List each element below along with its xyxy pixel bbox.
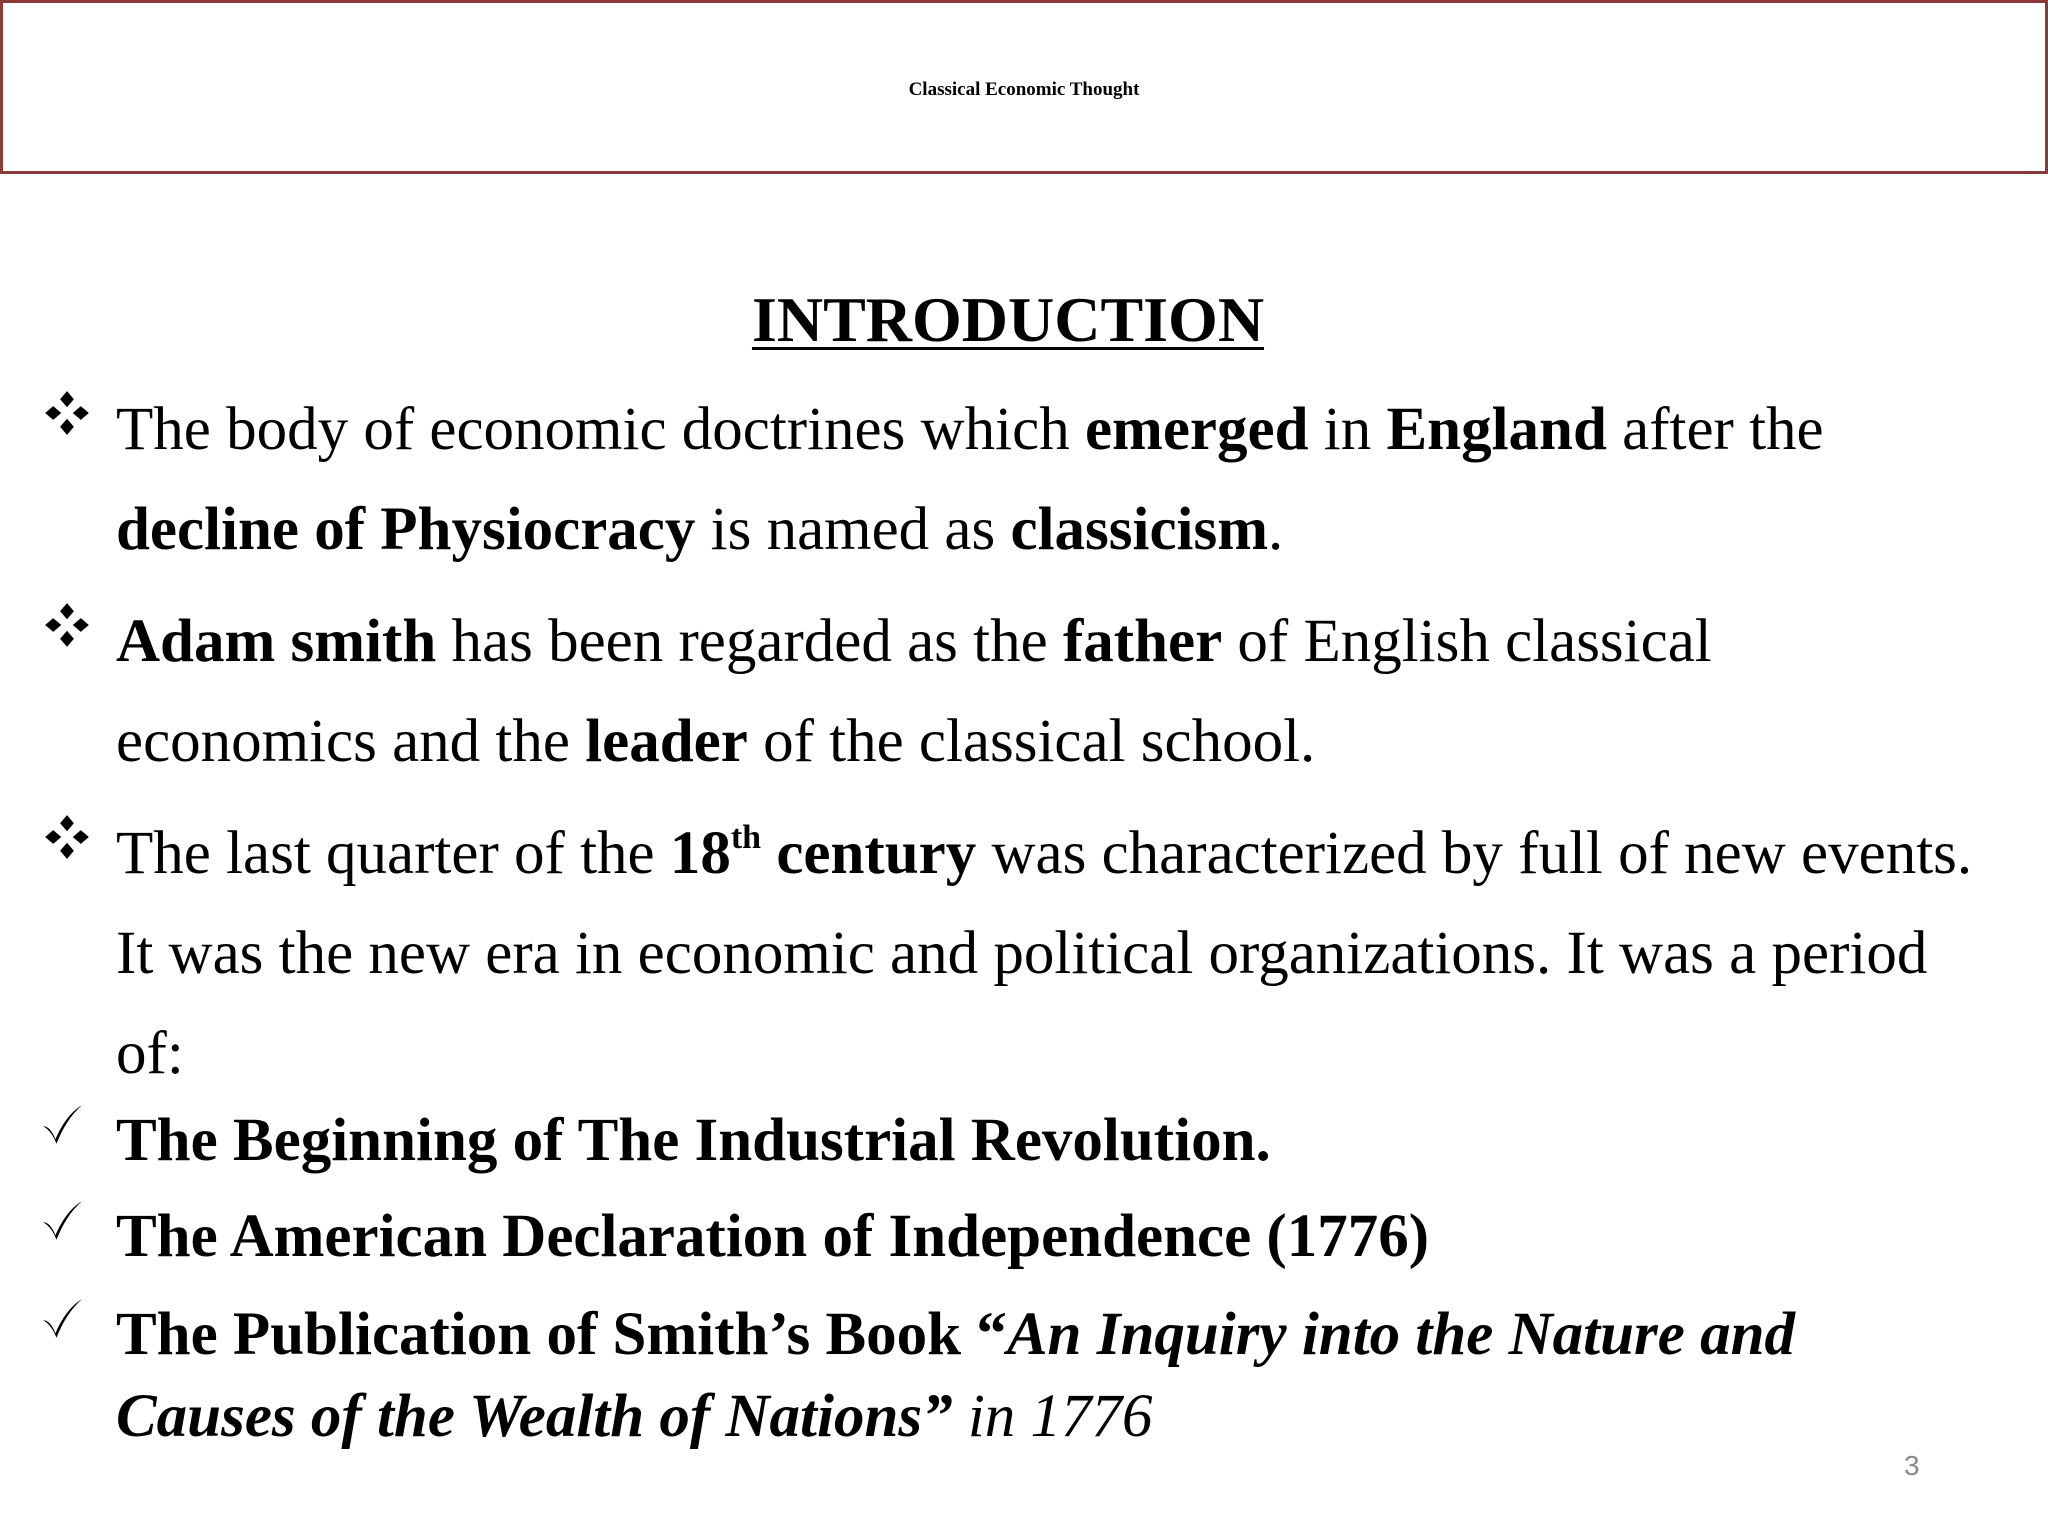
emphasis-england: England <box>1386 396 1607 463</box>
bullet-item-1 <box>116 380 1986 580</box>
four-diamonds-icon <box>44 814 90 860</box>
superscript-th: th <box>730 818 762 856</box>
checkmark-icon <box>40 1198 84 1242</box>
book-title: An Inquiry into the Nature and Causes of the Wealth of Nations” <box>116 1301 1796 1450</box>
text-segment: of the classical school. <box>747 708 1316 775</box>
text-segment: The body of economic doctrines which <box>116 396 1085 463</box>
four-diamonds-icon <box>44 602 90 648</box>
emphasis-decline-of-physiocracy: decline of Physiocracy <box>116 496 696 563</box>
emphasis-century: century <box>761 820 977 887</box>
text-segment: The last quarter of the <box>116 820 670 887</box>
check-text: The Beginning of The Industrial Revolution. <box>116 1107 1271 1174</box>
check-item-3 <box>116 1294 1986 1458</box>
check-text: The Publication of Smith’s Book “ <box>116 1301 1007 1368</box>
check-item-1 <box>116 1100 1986 1182</box>
page-title: INTRODUCTION <box>751 284 1265 355</box>
text-segment: after the <box>1606 396 1824 463</box>
four-diamonds-icon <box>44 390 90 436</box>
emphasis-adam-smith: Adam smith <box>116 608 437 675</box>
checkmark-icon <box>40 1102 84 1146</box>
text-segment: . <box>1268 496 1284 563</box>
text-segment: in <box>1308 396 1387 463</box>
checkmark-icon <box>40 1296 84 1340</box>
emphasis-leader: leader <box>585 708 748 775</box>
text-segment: is named as <box>695 496 1011 563</box>
header-title: Classical Economic Thought <box>908 79 1140 100</box>
bullet-item-2 <box>116 592 1986 792</box>
text-segment: has been regarded as the <box>436 608 1063 675</box>
page-number: 3 <box>1904 1450 1920 1481</box>
text-segment: of English classical economics and the <box>116 608 1712 775</box>
emphasis-18: 18 <box>669 820 731 887</box>
check-text: The American Declaration of Independence (1776) <box>116 1203 1430 1270</box>
publication-year-text: in 1776 <box>952 1383 1153 1450</box>
bullet-item-3 <box>116 804 1986 1104</box>
check-item-2 <box>116 1196 1986 1278</box>
emphasis-father: father <box>1062 608 1223 675</box>
emphasis-emerged: emerged <box>1084 396 1309 463</box>
text-segment: was characterized by full of new events. It was the new era in economic and political organizations. It was a period of: <box>116 820 1973 1087</box>
emphasis-classicism: classicism <box>1010 496 1269 563</box>
